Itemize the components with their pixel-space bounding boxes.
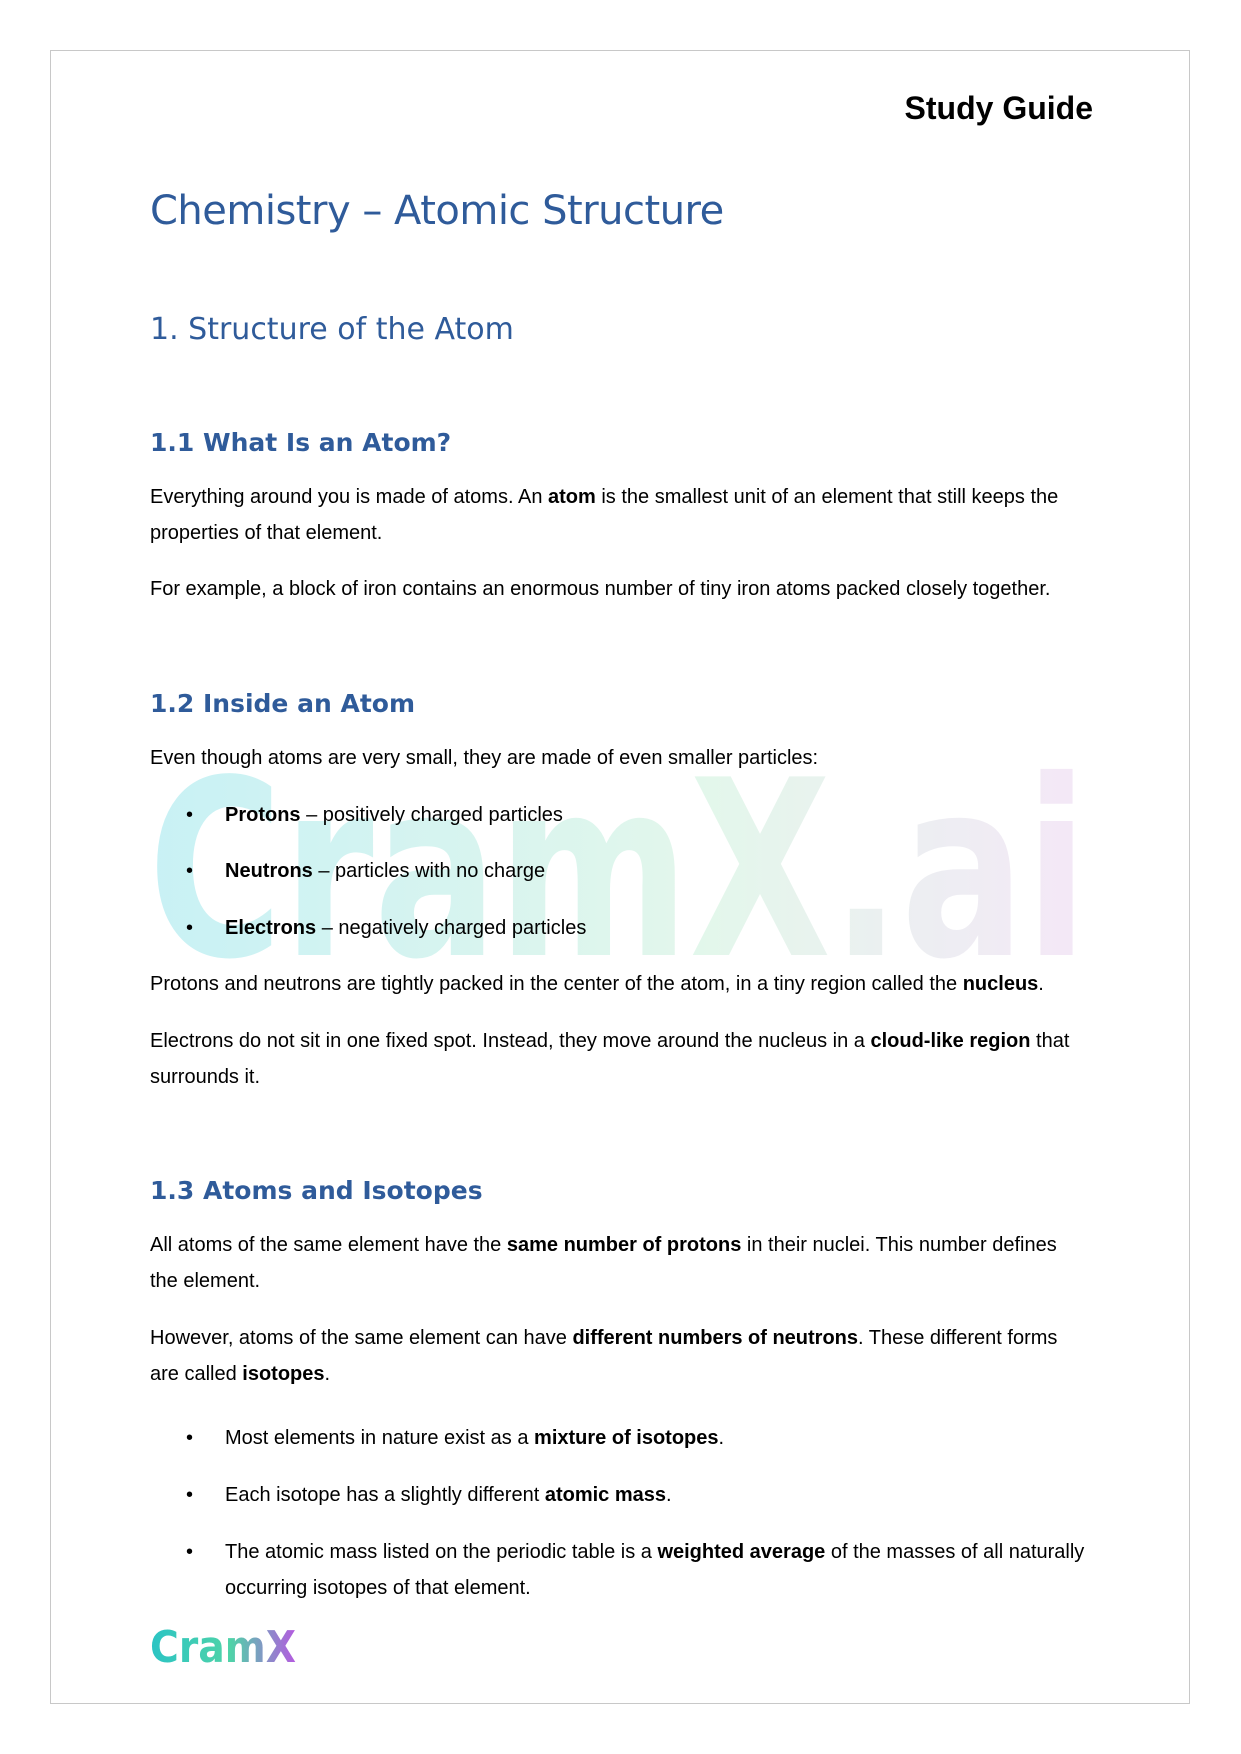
paragraph-same-protons: All atoms of the same element have the same number of protons in their nuclei. This number defines the element. xyxy=(150,1234,1057,1292)
watermark-text: CramX.ai xyxy=(148,760,1088,970)
cramx-logo xyxy=(150,1622,300,1668)
list-item: • Protons – positively charged particles xyxy=(186,797,1086,833)
subsection-heading-1-3: 1.3 Atoms and Isotopes xyxy=(150,1176,483,1205)
paragraph-particles-intro: Even though atoms are very small, they are made of even smaller particles: xyxy=(150,747,819,769)
logo-text: CramX xyxy=(150,1622,297,1668)
paragraph-nucleus: Protons and neutrons are tightly packed in the center of the atom, in a tiny region called the nucleus. xyxy=(150,973,1044,995)
bullet-icon: • xyxy=(186,860,194,882)
document-title: Chemistry – Atomic Structure xyxy=(150,188,724,234)
bullet-icon: • xyxy=(186,1427,194,1449)
paragraph-atom-definition: Everything around you is made of atoms. An atom is the smallest unit of an element that still keeps the properties of that element. xyxy=(150,486,1059,544)
list-item: • Neutrons – particles with no charge xyxy=(186,853,1086,889)
list-item: • Each isotope has a slightly different atomic mass. xyxy=(186,1477,1086,1513)
header-label: Study Guide xyxy=(904,90,1093,126)
subsection-heading-1-2: 1.2 Inside an Atom xyxy=(150,689,415,718)
section-heading-1: 1. Structure of the Atom xyxy=(150,312,514,347)
subsection-heading-1-1: 1.1 What Is an Atom? xyxy=(150,428,452,457)
paragraph-electron-cloud: Electrons do not sit in one fixed spot. Instead, they move around the nucleus in a cloud-like region that surrounds it. xyxy=(150,1030,1070,1088)
list-item: • Electrons – negatively charged particles xyxy=(186,910,1086,946)
bullet-icon: • xyxy=(186,917,194,939)
list-item: • The atomic mass listed on the periodic table is a weighted average of the masses of all naturally occurring isotopes of that element. xyxy=(186,1534,1086,1606)
bullet-icon: • xyxy=(186,1541,194,1563)
list-item: • Most elements in nature exist as a mixture of isotopes. xyxy=(186,1420,1086,1456)
bullet-icon: • xyxy=(186,804,194,826)
paragraph-iron-example: For example, a block of iron contains an enormous number of tiny iron atoms packed closely together. xyxy=(150,578,1051,600)
bullet-icon: • xyxy=(186,1484,194,1506)
paragraph-isotopes: However, atoms of the same element can have different numbers of neutrons. These different forms are called isotopes. xyxy=(150,1327,1058,1385)
